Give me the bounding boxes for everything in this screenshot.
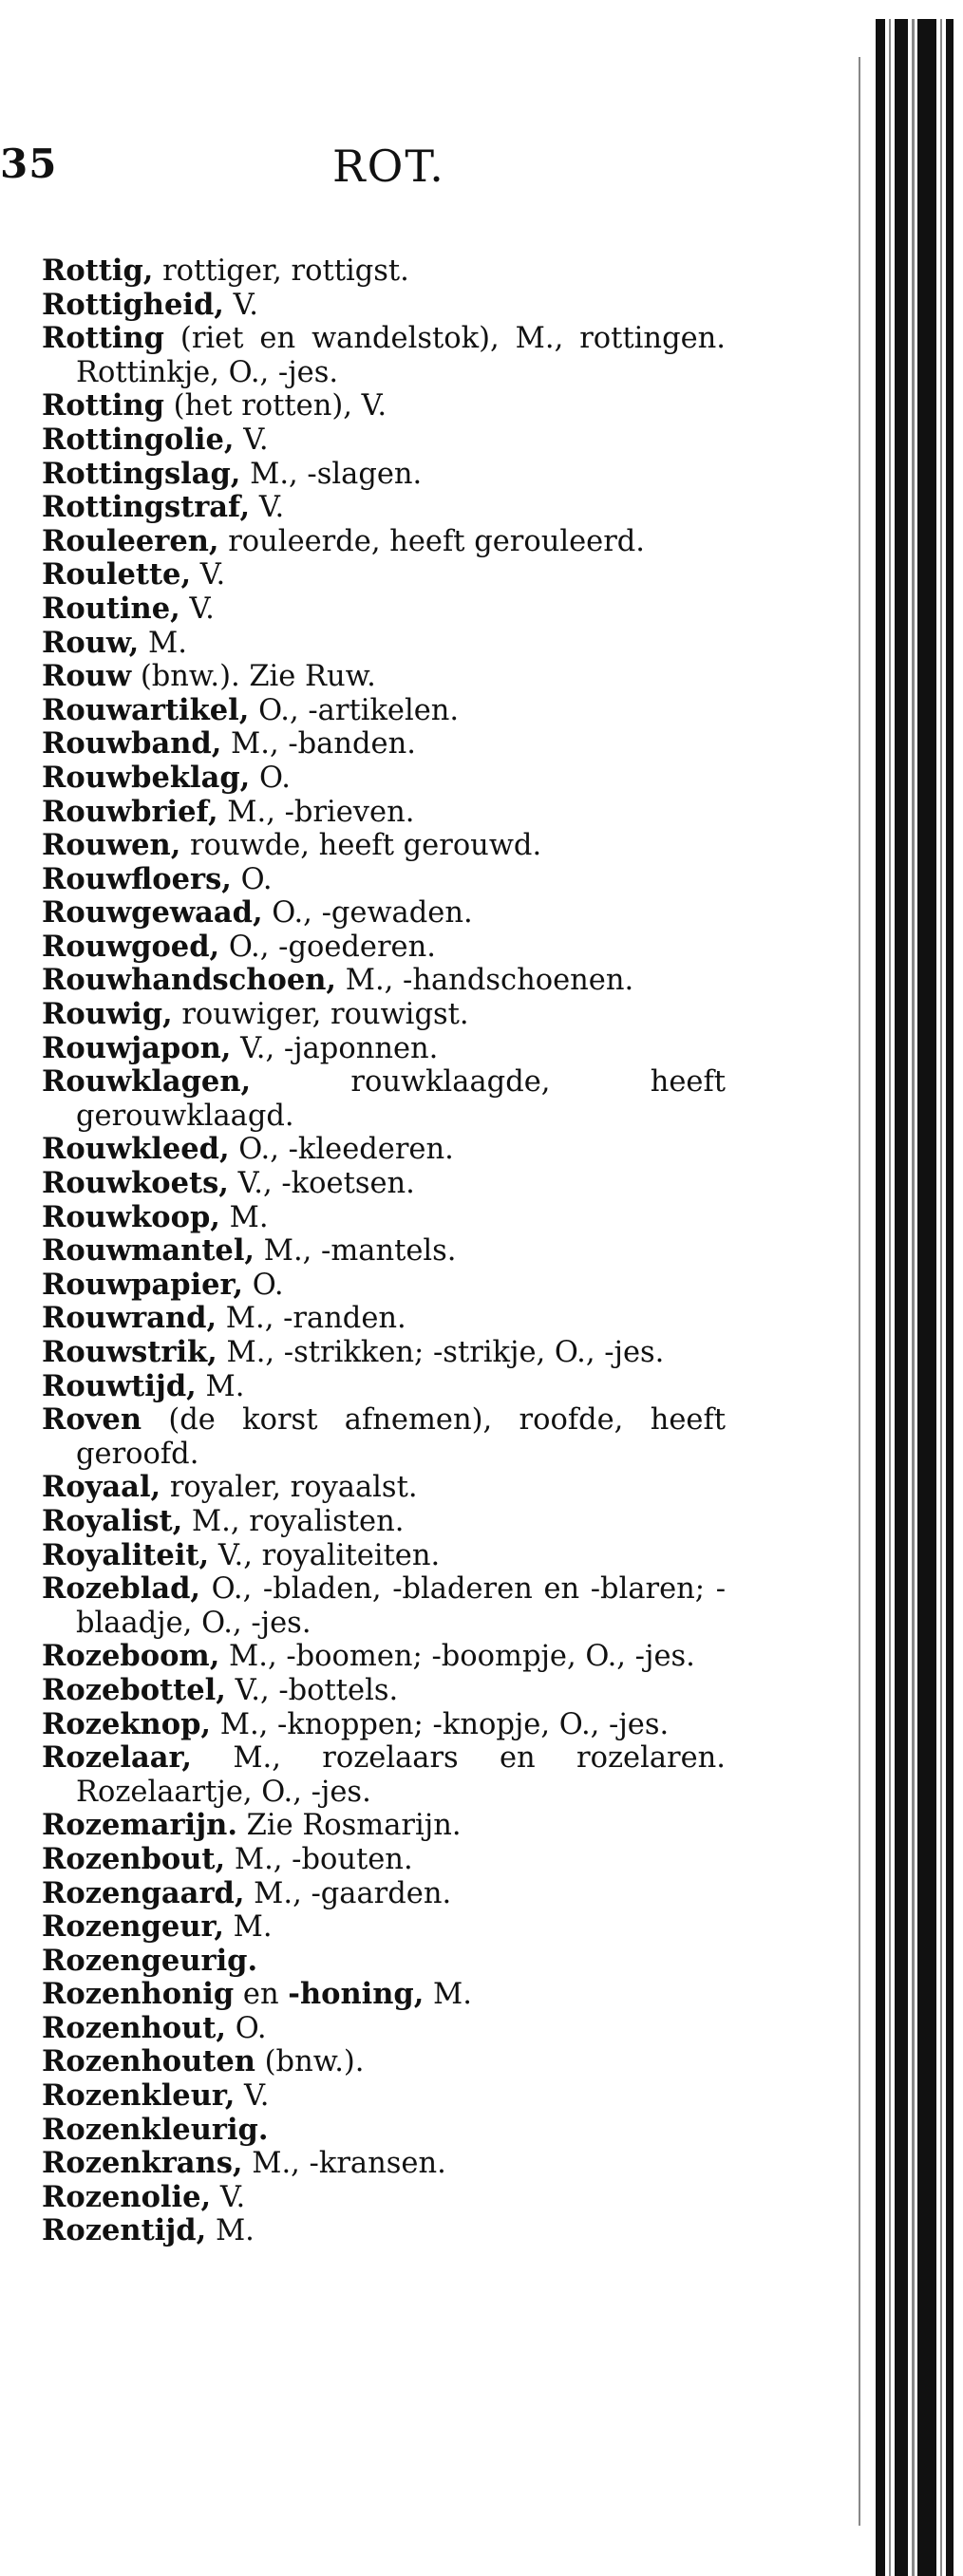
definition: O. <box>250 761 291 795</box>
dictionary-entry <box>42 2114 726 2148</box>
headword: Rotting <box>42 321 164 356</box>
headword: Rouw <box>42 659 132 694</box>
dictionary-entry <box>42 762 726 796</box>
definition: M., -randen. <box>217 1302 406 1336</box>
definition: M., -kransen. <box>242 2147 446 2181</box>
headword: Rozenolie, <box>42 2179 212 2214</box>
dictionary-entry <box>42 2147 726 2181</box>
headword: Rouwrand, <box>42 1301 217 1336</box>
definition: (het rotten), V. <box>163 389 387 423</box>
headword: Rouwkoets, <box>42 1166 229 1201</box>
dictionary-entry <box>42 289 726 323</box>
headword: Routine, <box>42 591 180 626</box>
headword: Rozenhout, <box>42 2010 226 2045</box>
dictionary-entry <box>42 1065 726 1133</box>
headword: Rozengaard, <box>42 1875 245 1910</box>
headword: Rozeboom, <box>42 1639 220 1674</box>
definition: M., rozelaars en rozelaren. Rozelaartje, O., -jes. <box>76 1741 726 1809</box>
definition: M., -boomen; -boompje, O., -jes. <box>219 1640 695 1674</box>
definition: rouwiger, rouwigst. <box>172 998 469 1032</box>
page-number: 35 <box>0 141 58 187</box>
headword: Rouwbeklag, <box>42 760 251 795</box>
definition: V., -japonnen. <box>231 1031 439 1065</box>
definition: rouwde, heeft gerouwd. <box>180 829 542 863</box>
gutter-line <box>940 19 942 2576</box>
dictionary-entry <box>42 1945 726 1979</box>
headword: Rozeknop, <box>42 1706 212 1741</box>
headword: Roven <box>42 1402 142 1438</box>
headword: Rouw, <box>42 625 140 660</box>
gutter-line <box>912 19 915 2576</box>
definition: V. <box>191 558 226 592</box>
headword: Rottingslag, <box>42 456 241 491</box>
dictionary-entry <box>42 796 726 830</box>
headword: Rouwpapier, <box>42 1267 243 1302</box>
gutter-line <box>889 19 891 2576</box>
definition: M. <box>424 1978 472 2012</box>
definition: V. <box>234 423 269 457</box>
dictionary-entry <box>42 458 726 492</box>
headword: Rozemarijn. <box>42 1808 237 1843</box>
dictionary-entry <box>42 1640 726 1674</box>
dictionary-entry <box>42 1505 726 1539</box>
definition: en <box>234 1978 289 2012</box>
dictionary-entry <box>42 694 726 728</box>
dictionary-entry <box>42 1032 726 1066</box>
headword: Rouwklagen, <box>42 1064 252 1100</box>
definition: M. <box>223 1910 273 1945</box>
definition: (de korst afnemen), roofde, heeft geroofd. <box>76 1403 726 1471</box>
dictionary-entry <box>42 896 726 931</box>
definition: M., -gaarden. <box>244 1876 452 1910</box>
headword: Rouleeren, <box>42 523 219 558</box>
definition: M. <box>196 1369 245 1403</box>
definition: V. <box>235 2079 270 2114</box>
definition: rouleerde, heeft gerouleerd. <box>218 524 646 558</box>
headword: Royaliteit, <box>42 1537 210 1572</box>
dictionary-entry <box>42 829 726 863</box>
headword: Rouwgoed, <box>42 929 220 964</box>
dictionary-entry <box>42 423 726 458</box>
headword: Rottingolie, <box>42 422 235 457</box>
headword: Rozenkleurig. <box>42 2112 269 2147</box>
headword: Rottigheid, <box>42 287 224 322</box>
definition: O. <box>243 1268 284 1302</box>
dictionary-entry <box>42 254 726 289</box>
definition: Zie Rosmarijn. <box>236 1809 462 1843</box>
headword: Rouwstrik, <box>42 1335 217 1369</box>
headword: Royaal, <box>42 1470 161 1505</box>
dictionary-entry <box>42 2214 726 2248</box>
definition: M., royalisten. <box>182 1504 405 1538</box>
dictionary-entry <box>42 1370 726 1404</box>
dictionary-entry <box>42 1843 726 1877</box>
definition: M. <box>219 1200 269 1234</box>
headword: Rozenhouten <box>42 2044 255 2079</box>
headword: Rouwgewaad, <box>42 895 263 931</box>
definition: O., -artikelen. <box>249 693 460 727</box>
dictionary-entry <box>42 1539 726 1573</box>
dictionary-entry <box>42 931 726 965</box>
dictionary-entry <box>42 1877 726 1911</box>
headword: Rouwtijd, <box>42 1368 197 1403</box>
headword: Rouwfloers, <box>42 861 232 896</box>
headword: Rozeblad, <box>42 1571 201 1607</box>
definition: V., royaliteiten. <box>209 1538 441 1572</box>
running-head: ROT. <box>332 141 445 192</box>
dictionary-entry <box>42 558 726 592</box>
dictionary-entry <box>42 1133 726 1167</box>
headword: Roulette, <box>42 557 192 592</box>
definition: M., -banden. <box>221 727 416 762</box>
headword: Rozenkleur, <box>42 2078 236 2114</box>
dictionary-entry <box>42 1809 726 1843</box>
dictionary-entry <box>42 1336 726 1370</box>
dictionary-entry <box>42 1167 726 1201</box>
definition: (bnw.). <box>255 2045 365 2079</box>
gutter-line <box>859 57 860 2526</box>
dictionary-entry <box>42 389 726 423</box>
book-binding-edge <box>855 0 963 2576</box>
dictionary-entry <box>42 964 726 998</box>
headword: Rouwjapon, <box>42 1030 232 1065</box>
headword: Royalist, <box>42 1503 183 1538</box>
definition: M. <box>206 2214 255 2248</box>
definition: rouwklaagde, heeft gerouwklaagd. <box>76 1065 726 1133</box>
definition: M., -brieven. <box>217 795 415 829</box>
dictionary-entry <box>42 491 726 525</box>
binding-bar <box>895 19 908 2576</box>
headword: Rouwartikel, <box>42 692 250 727</box>
headword-variant: -honing, <box>288 1977 425 2012</box>
definition: O., -kleederen. <box>229 1133 454 1167</box>
dictionary-entry <box>42 1234 726 1269</box>
headword: Rouwhandschoen, <box>42 963 337 998</box>
dictionary-entry <box>42 1978 726 2012</box>
headword: Rozenkrans, <box>42 2146 243 2181</box>
definition: (riet en wandelstok), M., rottingen. Rottinkje, O., -jes. <box>76 322 726 389</box>
dictionary-entry <box>42 1741 726 1809</box>
headword: Rozentijd, <box>42 2213 207 2248</box>
definition: V., -koetsen. <box>228 1167 415 1201</box>
dictionary-entry <box>42 322 726 389</box>
dictionary-entry <box>42 1674 726 1708</box>
definition: M., -slagen. <box>240 457 423 491</box>
dictionary-entry <box>42 2181 726 2215</box>
dictionary-entry <box>42 1572 726 1640</box>
definition: M., -handschoenen. <box>336 964 634 998</box>
dictionary-entry <box>42 1471 726 1505</box>
dictionary-entry <box>42 1403 726 1471</box>
definition: O. <box>226 2011 267 2045</box>
definition: V. <box>250 491 285 525</box>
dictionary-entries <box>42 254 726 2248</box>
definition: V., -bottels. <box>225 1673 399 1707</box>
definition: M., -bouten. <box>225 1842 413 1876</box>
dictionary-entry <box>42 660 726 694</box>
headword: Rouwig, <box>42 997 173 1032</box>
binding-bar <box>946 19 954 2576</box>
dictionary-entry <box>42 1201 726 1235</box>
headword: Rozelaar, <box>42 1740 192 1776</box>
definition: rottiger, rottigst. <box>153 254 409 288</box>
headword: Rozebottel, <box>42 1672 226 1707</box>
headword: Rozenbout, <box>42 1841 226 1876</box>
headword: Rouwmantel, <box>42 1233 255 1269</box>
headword: Rozengeur, <box>42 1909 224 1945</box>
headword: Rouwband, <box>42 726 222 762</box>
headword: Rottig, <box>42 254 154 288</box>
definition: O., -bladen, -bladeren en -blaren; -blaadje, O., -jes. <box>76 1572 726 1640</box>
definition: M., -strikken; -strikje, O., -jes. <box>217 1336 665 1369</box>
definition: M., -mantels. <box>255 1234 457 1269</box>
dictionary-entry <box>42 1269 726 1303</box>
headword: Rouwbrief, <box>42 794 218 829</box>
definition: M., -knoppen; -knopje, O., -jes. <box>211 1707 670 1741</box>
dictionary-entry <box>42 863 726 897</box>
dictionary-entry <box>42 2045 726 2079</box>
dictionary-entry <box>42 998 726 1032</box>
dictionary-entry <box>42 2079 726 2114</box>
dictionary-entry <box>42 1302 726 1336</box>
definition: V. <box>211 2180 246 2214</box>
dictionary-entry <box>42 727 726 762</box>
definition: O., -goederen. <box>219 930 436 964</box>
headword: Rouwkoop, <box>42 1199 220 1234</box>
definition: royaler, royaalst. <box>160 1471 418 1505</box>
dictionary-entry <box>42 592 726 627</box>
definition: O. <box>231 862 273 896</box>
definition: V. <box>179 592 215 626</box>
definition: M. <box>139 626 187 660</box>
headword: Rouwkleed, <box>42 1132 230 1167</box>
definition: (bnw.). Zie Ruw. <box>131 660 376 694</box>
headword: Rottingstraf, <box>42 490 251 525</box>
headword: Rouwen, <box>42 828 181 863</box>
dictionary-entry <box>42 525 726 559</box>
dictionary-entry <box>42 1708 726 1742</box>
dictionary-entry <box>42 1910 726 1945</box>
headword: Rotting <box>42 388 164 423</box>
dictionary-entry <box>42 2012 726 2046</box>
definition: V. <box>223 288 258 322</box>
dictionary-entry <box>42 627 726 661</box>
binding-bar <box>917 19 936 2576</box>
headword: Rozengeurig. <box>42 1943 258 1978</box>
headword: Rozenhonig <box>42 1977 235 2012</box>
definition: O., -gewaden. <box>262 896 473 931</box>
binding-bar <box>876 19 885 2576</box>
